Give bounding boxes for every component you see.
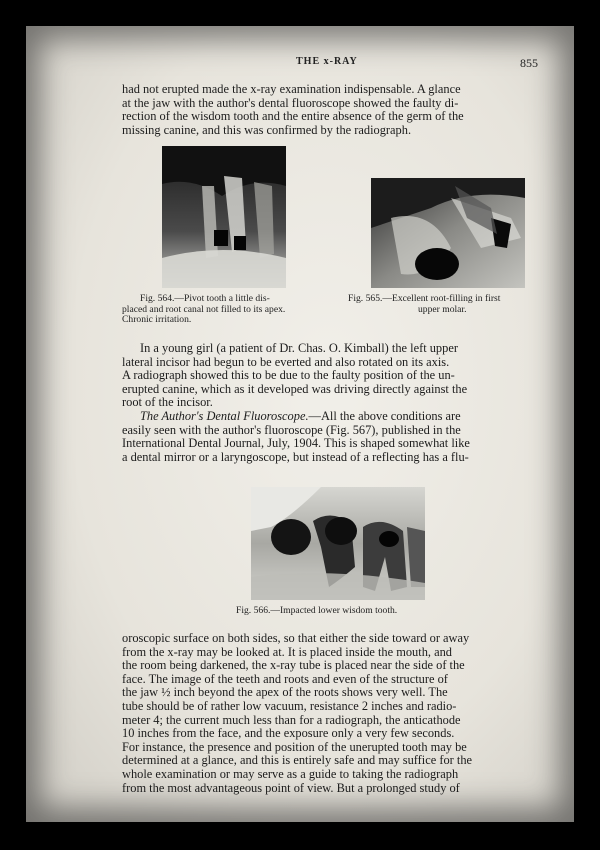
- text-line: oroscopic surface on both sides, so that either the side toward or away: [122, 631, 470, 645]
- text-line: determined at a glance, and this is entirely safe and may suffice for the: [122, 753, 473, 768]
- text-line: missing canine, and this was confirmed by the radiograph.: [122, 122, 412, 137]
- text-line: the room being darkened, the x-ray tube is placed near the side of the: [122, 658, 465, 673]
- book-page: [26, 26, 574, 822]
- figure-565-caption: [348, 294, 558, 315]
- text-line: the jaw ½ inch beyond the apex of the roots shows very well. The: [122, 685, 448, 700]
- figure-565-radiograph: [371, 178, 525, 288]
- text-line: lateral incisor had begun to be everted and also rotated on its axis.: [122, 354, 450, 369]
- paragraph-2: [122, 342, 546, 410]
- text-line: A radiograph showed this to be due to the faulty position of the un-: [122, 368, 455, 383]
- text-line: 10 inches from the face, and the exposure only a very few seconds.: [122, 726, 455, 741]
- text-line: tube should be of rather low vacuum, resistance 2 inches and radio-: [122, 698, 457, 713]
- caption-line: Fig. 564.—Pivot tooth a little dis-: [140, 293, 270, 304]
- text-line: root of the incisor.: [122, 395, 213, 410]
- section-heading: The Author's Dental Fluoroscope.: [140, 409, 309, 423]
- text-line: [122, 410, 546, 424]
- figure-564-radiograph: [162, 146, 286, 288]
- caption-line: upper molar.: [418, 303, 467, 315]
- caption-line: Chronic irritation.: [122, 314, 192, 326]
- text-line: face. The image of the teeth and roots and even of the structure of: [122, 671, 448, 686]
- text-line: In a young girl (a patient of Dr. Chas. O. Kimball) the left upper: [140, 341, 458, 355]
- text-line: meter 4; the current much less than for a radiograph, the anticathode: [122, 712, 461, 727]
- caption-line: Fig. 565.—Excellent root-filling in first: [348, 293, 501, 304]
- text-fragment: —All the above conditions are: [308, 409, 461, 423]
- figure-564-caption: [122, 294, 332, 326]
- figure-566-caption: [236, 606, 476, 617]
- text-line: International Dental Journal, July, 1904. This is shaped somewhat like: [122, 436, 470, 451]
- text-line: from the most advantageous point of view. But a prolonged study of: [122, 780, 460, 795]
- running-title: THE x-RAY: [296, 56, 358, 67]
- text-line: easily seen with the author's fluoroscope (Fig. 567), published in the: [122, 422, 461, 437]
- paragraph-1: [122, 83, 546, 137]
- text-line: from the x-ray may be looked at. It is placed inside the mouth, and: [122, 644, 452, 659]
- paragraph-4: [122, 632, 546, 795]
- page-number: 855: [520, 56, 538, 70]
- figure-566-radiograph: [251, 487, 425, 600]
- text-line: erupted canine, which as it developed was driving directly against the: [122, 381, 468, 396]
- text-line: had not erupted made the x-ray examination indispensable. A glance: [122, 82, 461, 96]
- paragraph-3: [122, 410, 546, 464]
- caption-line: placed and root canal not filled to its apex.: [122, 303, 286, 315]
- text-line: For instance, the presence and position of the unerupted tooth may be: [122, 739, 467, 754]
- text-line: rection of the wisdom tooth and the entire absence of the germ of the: [122, 109, 464, 124]
- text-line: whole examination or may serve as a guide to taking the radiograph: [122, 766, 459, 781]
- text-line: at the jaw with the author's dental fluoroscope showed the faulty di-: [122, 95, 459, 110]
- caption-line: Fig. 566.—Impacted lower wisdom tooth.: [236, 605, 398, 616]
- text-line: a dental mirror or a laryngoscope, but instead of a reflecting has a flu-: [122, 449, 469, 464]
